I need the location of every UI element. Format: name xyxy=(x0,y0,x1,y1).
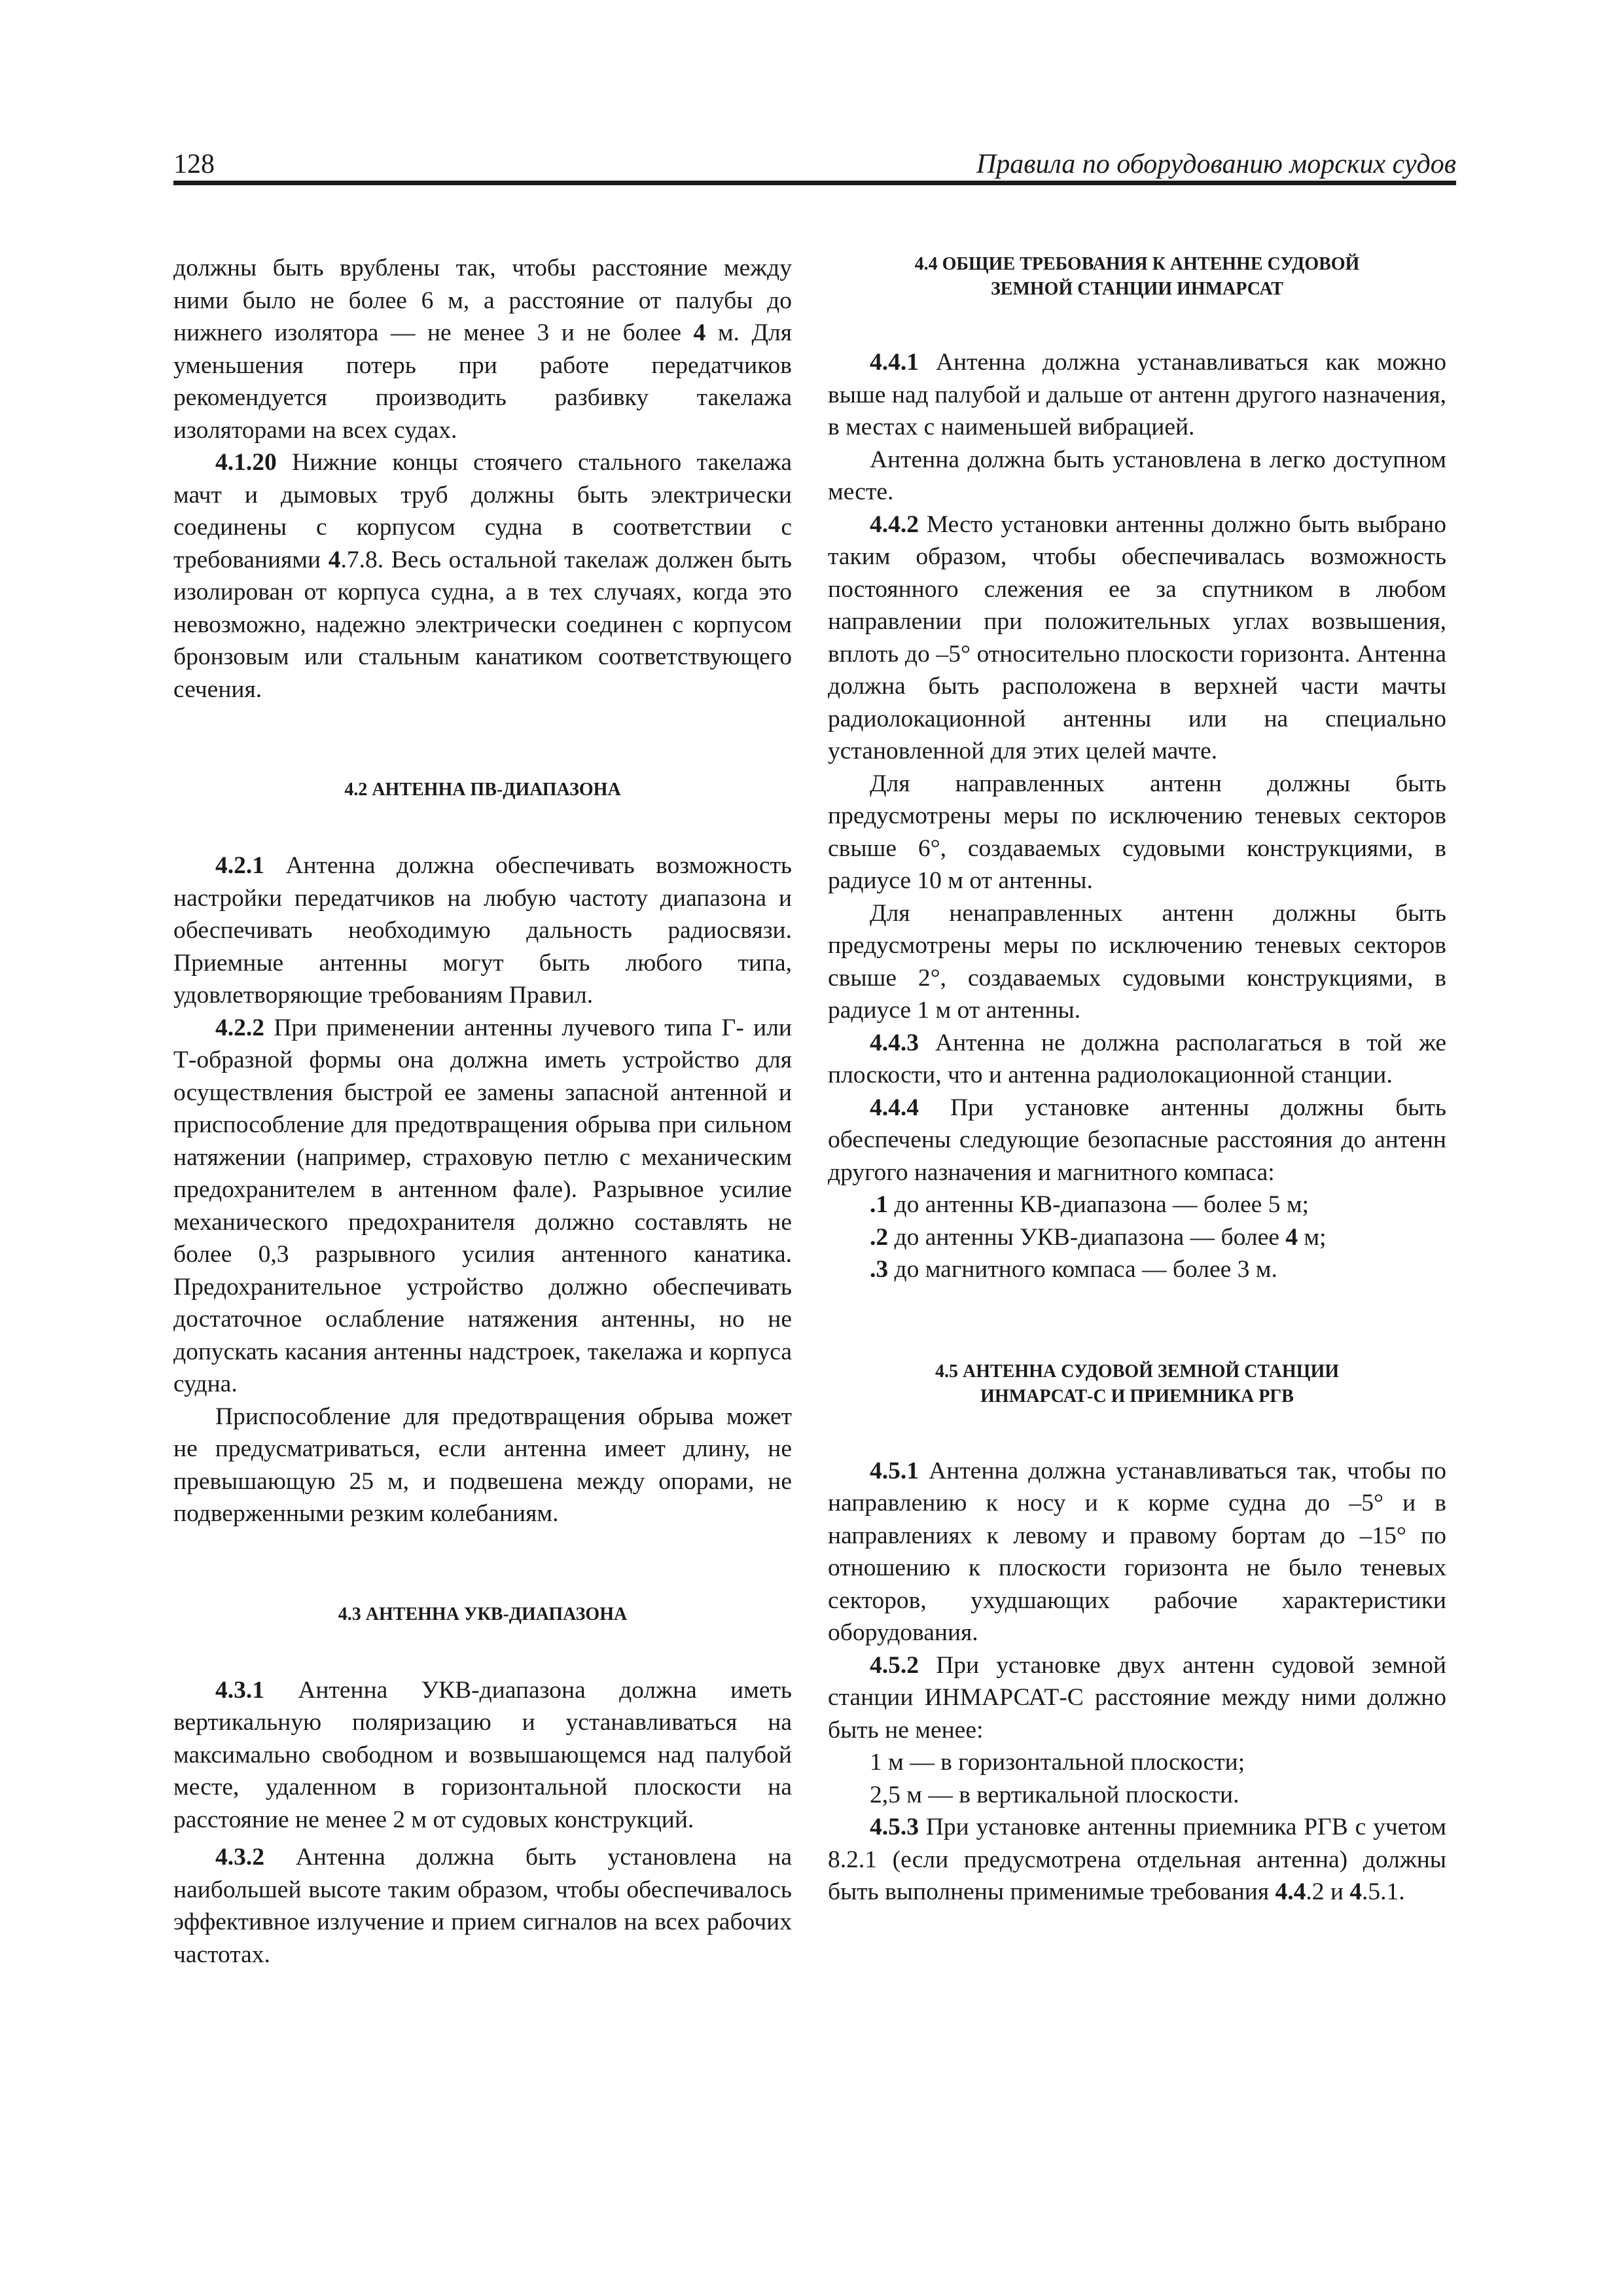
page-number: 128 xyxy=(173,149,215,179)
section-heading-4-3: 4.3 АНТЕННА УКВ-ДИАПАЗОНА xyxy=(338,1604,628,1624)
paragraph-4-4-2-b: Для направленных антенн должны быть предусмотрены меры по исключению теневых секторов свыше 6°, создаваемых судовыми конструкциями, в радиусе 10 м от антенны. xyxy=(828,770,1446,894)
paragraph-4-2-1: 4.2.1 Антенна должна обеспечивать возможность настройки передатчиков на любую частоту диапазона и обеспечивать необходимую дальность радиосвязи. Приемные антенны могут быть любого типа, удовлетворяющие требованиям Правил. xyxy=(173,852,792,1009)
clause-number: 4.5.3 xyxy=(870,1814,919,1840)
running-title: Правила по оборудованию морских судов xyxy=(976,149,1456,179)
left-column xyxy=(173,252,792,1971)
section-heading-4-5: 4.5 АНТЕННА СУДОВОЙ ЗЕМНОЙ СТАНЦИИ ИНМАРСАТ-С И ПРИЕМНИКА РГВ xyxy=(935,1361,1340,1407)
paragraph-4-1-20: 4.1.20 Нижние концы стоячего стального такелажа мачт и дымовых труб должны быть электрически соединены с корпусом судна в соответствии с требованиями 4.7.8. Весь остальной такелаж должен быть изолирован от корпуса судна, а в тех случаях, когда это невозможно, надежно электрически соединен с корпусом бронзовым или стальным канатиком соответствующего сечения. xyxy=(173,449,792,703)
clause-number: 4.2.1 xyxy=(215,852,264,879)
clause-number: 4.3.2 xyxy=(215,1844,264,1871)
list-item-3: .3 до магнитного компаса — более 3 м. xyxy=(870,1256,1277,1283)
paragraph-4-4-3: 4.4.3 Антенна не должна располагаться в той же плоскости, что и антенна радиолокационной станции. xyxy=(828,1029,1446,1088)
clause-number: 4.2.2 xyxy=(215,1014,264,1041)
clause-number: 4.4.2 xyxy=(870,511,919,538)
list-item-2: .2 до антенны УКВ-диапазона — более 4 м; xyxy=(870,1223,1327,1251)
clause-number: 4.3.1 xyxy=(215,1676,264,1704)
right-column xyxy=(828,252,1446,1909)
clause-number: 4.4.3 xyxy=(870,1029,919,1056)
paragraph-4-5-3: 4.5.3 При установке антенны приемника РГВ с учетом 8.2.1 (если предусмотрена отдельная антенна) должны быть выполнены применимые требования 4.4.2 и 4.5.1. xyxy=(828,1814,1446,1905)
paragraph-4-4-2-c: Для ненаправленных антенн должны быть предусмотрены меры по исключению теневых секторов свыше 2°, создаваемых судовыми конструкциями, в радиусе 1 м от антенны. xyxy=(828,899,1446,1024)
section-heading-4-4: 4.4 ОБЩИЕ ТРЕБОВАНИЯ К АНТЕННЕ СУДОВОЙ ЗЕМНОЙ СТАНЦИИ ИНМАРСАТ xyxy=(914,254,1360,299)
clause-number: 4.5.1 xyxy=(870,1457,919,1484)
page-header xyxy=(173,137,1456,185)
paragraph-4-5-1: 4.5.1 Антенна должна устанавливаться так, чтобы по направлению к носу и к корме судна до –5° и в направлениях к левому и правому бортам до –15° по отношению к плоскости горизонта не было теневых секторов, ухудшающих рабочие характеристики оборудования. xyxy=(828,1457,1446,1646)
clause-number: 4.5.2 xyxy=(870,1651,919,1679)
paragraph-4-2-2-b: Приспособление для предотвращения обрыва может не предусматриваться, если антенна имеет длину, не превышающую 25 м, и подвешена между опорами, не подверженными резким колебаниям. xyxy=(173,1403,792,1527)
paragraph-4-4-1-b: Антенна должна быть установлена в легко доступном месте. xyxy=(828,446,1446,505)
paragraph-4-3-1: 4.3.1 Антенна УКВ-диапазона должна иметь вертикальную поляризацию и устанавливаться на максимально свободном и возвышающемся над палубой месте, удаленном в горизонтальной плоскости на расстояние не менее 2 м от судовых конструкций. xyxy=(173,1676,792,1833)
paragraph-4-4-4: 4.4.4 При установке антенны должны быть обеспечены следующие безопасные расстояния до антенн другого назначения и магнитного компаса: xyxy=(828,1094,1446,1186)
list-item-1: .1 до антенны КВ-диапазона — более 5 м; xyxy=(870,1191,1309,1218)
paragraph-4-5-2: 4.5.2 При установке двух антенн судовой земной станции ИНМАРСАТ-С расстояние между ними должно быть не менее: xyxy=(828,1651,1446,1744)
paragraph-4-5-2-line-2: 2,5 м — в вертикальной плоскости. xyxy=(870,1781,1240,1808)
clause-number: 4.4.4 xyxy=(870,1094,919,1121)
clause-number: 4.1.20 xyxy=(215,449,277,476)
paragraph-4-2-2: 4.2.2 При применении антенны лучевого типа Г- или Т-образной формы она должна иметь устройство для осуществления быстрой ее замены запасной антенной и приспособление для предотвращения обрыва при сильном натяжении (например, страховую петлю с механическим предохранителем в антенном фале). Разрывное усилие механического предохранителя должно составлять не более 0,3 разрывного усилия антенного канатика. Предохранительное устройство должно обеспечивать достаточное ослабление натяжения антенны, но не допускать касания антенны надстроек, такелажа и корпуса судна. xyxy=(173,1014,792,1397)
paragraph-4-3-2: 4.3.2 Антенна должна быть установлена на наибольшей высоте таким образом, чтобы обеспечивалось эффективное излучение и прием сигналов на всех рабочих частотах. xyxy=(173,1844,792,1968)
paragraph-4-4-2: 4.4.2 Место установки антенны должно быть выбрано таким образом, чтобы обеспечивалась возможность постоянного слежения ее за спутником в любом направлении при положительных углах возвышения, вплоть до –5° относительно плоскости горизонта. Антенна должна быть расположена в верхней части мачты радиолокационной антенны или на специально установленной для этих целей мачте. xyxy=(828,511,1446,764)
paragraph-continuation: должны быть врублены так, чтобы расстояние между ними было не более 6 м, а расстояние от палубы до нижнего изолятора — не менее 3 и не более 4 м. Для уменьшения потерь при работе передатчиков рекомендуется производить разбивку такелажа изоляторами на всех судах. xyxy=(173,255,793,444)
clause-number: 4.4.1 xyxy=(870,349,919,376)
paragraph-4-4-1: 4.4.1 Антенна должна устанавливаться как можно выше над палубой и дальше от антенн другого назначения, в местах с наименьшей вибрацией. xyxy=(828,349,1446,440)
paragraph-4-5-2-line-1: 1 м — в горизонтальной плоскости; xyxy=(870,1749,1245,1776)
section-heading-4-2: 4.2 АНТЕННА ПВ-ДИАПАЗОНА xyxy=(344,780,621,800)
